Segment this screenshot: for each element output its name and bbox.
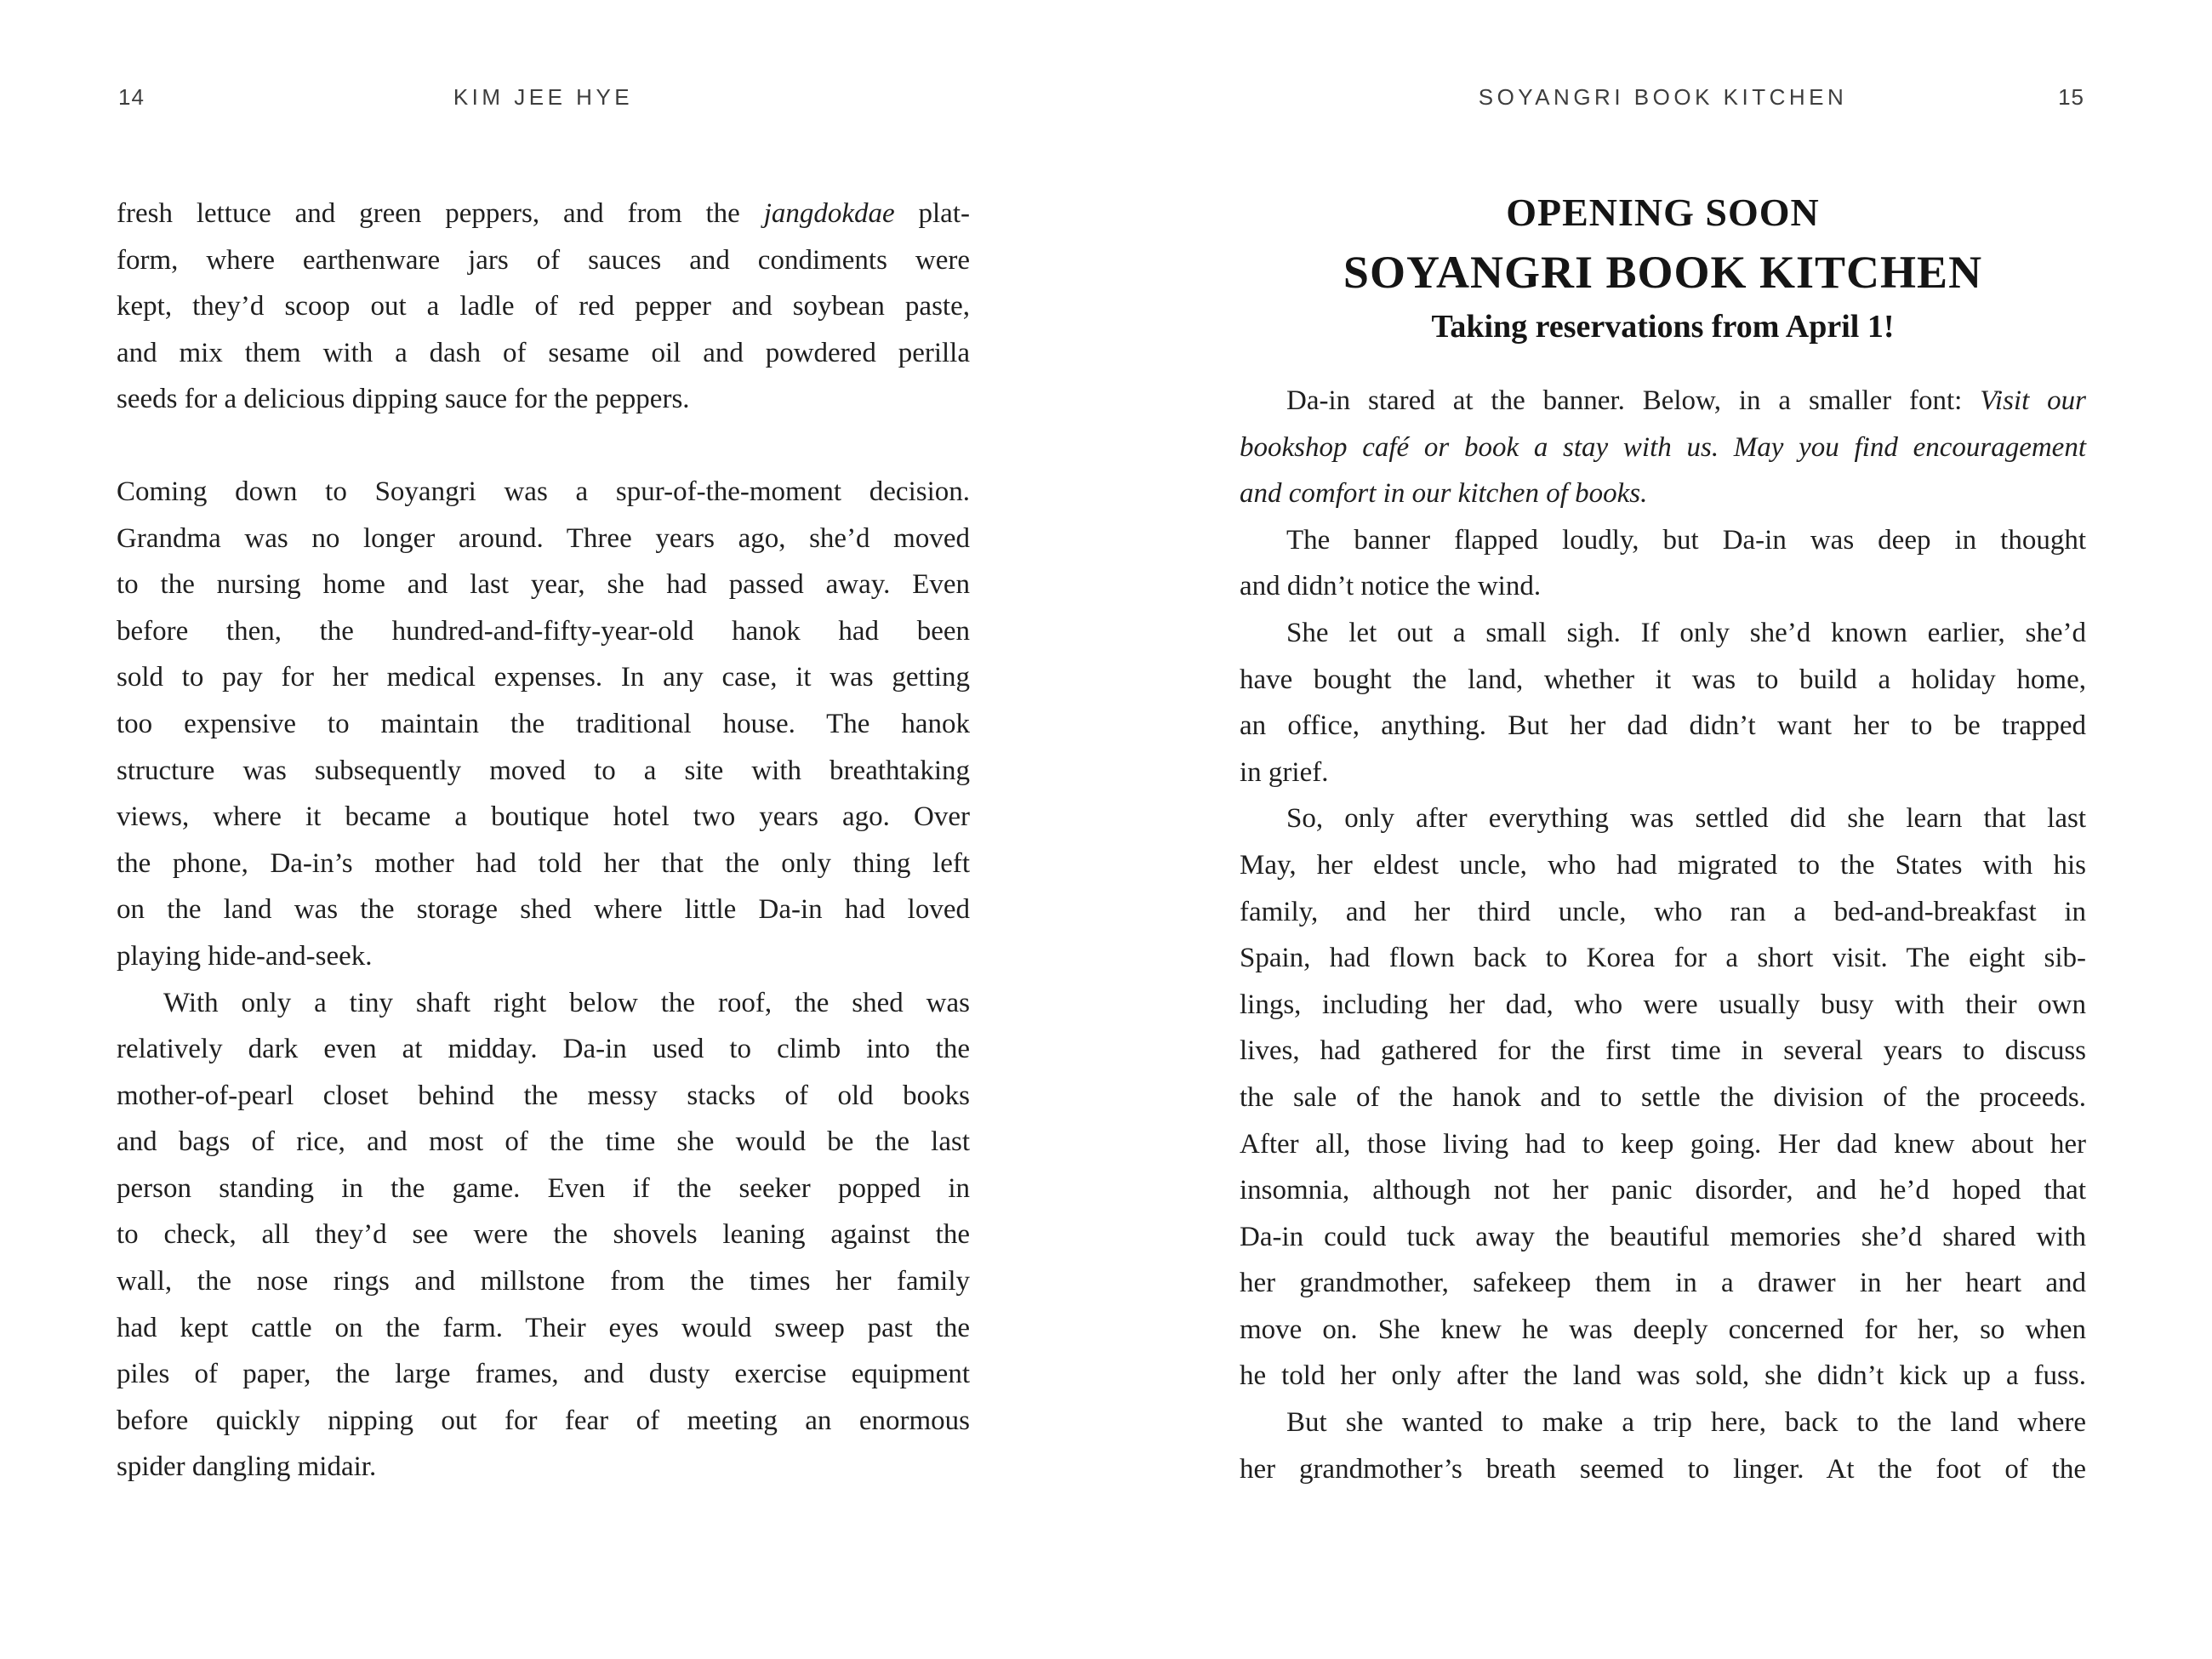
text-line: insomnia, although not her panic disorder, and he’d hoped that [1240,1175,2086,1206]
text-line: The banner flapped loudly, but Da-in was deep in thought [1286,524,2086,556]
text-line: and didn’t notice the wind. [1240,571,1542,602]
text-line: form, where earthenware jars of sauces and condiments were [117,244,970,276]
text-line: and comfort in our kitchen of books. [1240,478,1648,510]
text-line: the phone, Da-in’s mother had told her that the only thing left [117,847,970,879]
text-line: lings, including her dad, who were usually busy with their own [1240,989,2086,1020]
paragraph [117,980,970,1491]
text-line: family, and her third uncle, who ran a bed-and-breakfast in [1240,896,2086,927]
left-page-number: 14 [118,84,145,110]
left-body-text [117,191,970,1491]
paragraph [1240,795,2086,1400]
text-line: After all, those living had to keep going. Her dad knew about her [1240,1128,2086,1160]
text-line: he told her only after the land was sold, she didn’t kick up a fuss. [1240,1360,2086,1392]
text-line: before then, the hundred-and-fifty-year-old hanok had been [117,615,970,647]
heading-taking-reservations: Taking reservations from April 1! [1431,309,1895,345]
text-line: seeds for a delicious dipping sauce for the peppers. [117,384,690,415]
text-line: Spain, had flown back to Korea for a short visit. The eight sib- [1240,943,2086,974]
text-line: her grandmother’s breath seemed to linger. At the foot of the [1240,1453,2086,1485]
text-line: her grandmother, safekeep them in a drawer in her heart and [1240,1268,2086,1299]
text-line: and bags of rice, and most of the time she would be the last [117,1126,970,1158]
text-line: had kept cattle on the farm. Their eyes would sweep past the [117,1312,970,1343]
text-line: wall, the nose rings and millstone from the times her family [117,1266,970,1297]
text-line: relatively dark even at midday. Da-in used to climb into the [117,1034,970,1065]
text-line: an office, anything. But her dad didn’t want her to be trapped [1240,710,2086,742]
text-line: Grandma was no longer around. Three years ago, she’d moved [117,522,970,554]
text-line: bookshop café or book a stay with us. May you find encouragement [1240,431,2086,463]
right-page [1240,0,2086,1659]
left-page [117,0,970,1659]
text-line: in grief. [1240,756,1329,788]
left-page-header [117,83,970,114]
paragraph [117,191,970,423]
text-line: piles of paper, the large frames, and dusty exercise equipment [117,1359,970,1390]
paragraph [1240,517,2086,610]
text-line: structure was subsequently moved to a site with breathtaking [117,755,970,786]
text-line: sold to pay for her medical expenses. In any case, it was getting [117,662,970,693]
text-line: Da-in stared at the banner. Below, in a smaller font: Visit our [1286,385,2086,416]
text-line: and mix them with a dash of sesame oil and powdered perilla [117,337,970,368]
text-line: But she wanted to make a trip here, back to the land where [1286,1407,2086,1439]
text-line: before quickly nipping out for fear of meeting an enormous [117,1405,970,1436]
right-page-number: 15 [2058,84,2084,110]
text-line: the sale of the hanok and to settle the division of the proceeds. [1240,1081,2086,1113]
text-line: With only a tiny shaft right below the roof, the shed was [163,987,970,1018]
text-line: playing hide-and-seek. [117,940,373,972]
heading-opening-soon: OPENING SOON [1506,191,1820,234]
right-body-text [1240,378,2086,1492]
text-line: have bought the land, whether it was to build a holiday home, [1240,664,2086,695]
text-line: too expensive to maintain the traditional house. The hanok [117,708,970,739]
left-running-head: KIM JEE HYE [453,84,634,110]
text-line: May, her eldest uncle, who had migrated to the States with his [1240,849,2086,881]
text-line: She let out a small sigh. If only she’d known earlier, she’d [1286,617,2086,648]
text-line: Da-in could tuck away the beautiful memories she’d shared with [1240,1221,2086,1252]
paragraph [1240,610,2086,795]
paragraph [1240,378,2086,517]
text-line: views, where it became a boutique hotel two years ago. Over [117,801,970,833]
text-line: Coming down to Soyangri was a spur-of-the-moment decision. [117,476,970,507]
right-running-head: SOYANGRI BOOK KITCHEN [1478,84,1848,110]
text-line: So, only after everything was settled did she learn that last [1286,803,2086,835]
text-line: mother-of-pearl closet behind the messy stacks of old books [117,1080,970,1111]
text-line: kept, they’d scoop out a ladle of red pepper and soybean paste, [117,291,970,322]
text-line: to check, all they’d see were the shovels leaning against the [117,1219,970,1251]
right-page-header [1240,83,2086,114]
text-line: spider dangling midair. [117,1451,377,1483]
text-line: to the nursing home and last year, she had passed away. Even [117,569,970,601]
paragraph [1240,1400,2086,1492]
text-line: person standing in the game. Even if the seeker popped in [117,1172,970,1204]
text-line: fresh lettuce and green peppers, and from the jangdokdae plat- [117,198,970,229]
paragraph [117,469,970,980]
heading-soyangri-book-kitchen: SOYANGRI BOOK KITCHEN [1343,247,1983,298]
text-line: move on. She knew he was deeply concerned for her, so when [1240,1314,2086,1345]
text-line: on the land was the storage shed where little Da-in had loved [117,894,970,926]
text-line: lives, had gathered for the first time in several years to discuss [1240,1035,2086,1067]
